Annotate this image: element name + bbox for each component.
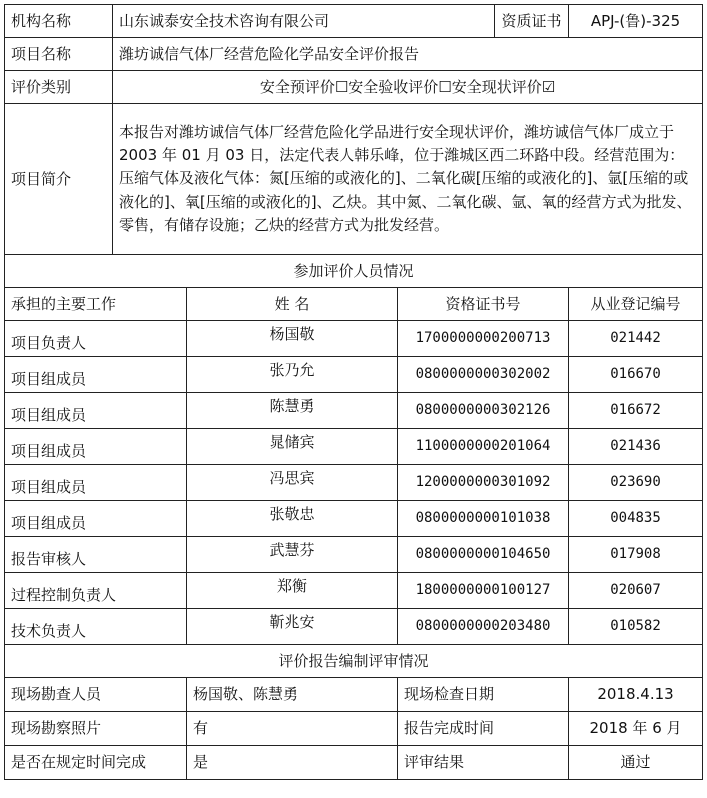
evaluation-type-label: 评价类别 xyxy=(5,71,113,104)
reg-number-cell: 020607 xyxy=(569,573,703,609)
org-row xyxy=(5,5,703,38)
cert-number-cell: 1100000000201064 xyxy=(398,429,569,465)
name-cell: 郑衡 xyxy=(187,573,398,609)
review-row xyxy=(5,746,703,780)
role-cell: 项目负责人 xyxy=(5,321,187,357)
review-label: 是否在规定时间完成 xyxy=(5,746,187,780)
cert-number-cell: 0800000000104650 xyxy=(398,537,569,573)
review-row xyxy=(5,678,703,712)
project-intro-text: 本报告对潍坊诚信气体厂经营危险化学品进行安全现状评价，潍坊诚信气体厂成立于 2003 年 01 月 03 日，法定代表人韩乐峰，位于潍城区西二环路中段。经营范围为：压缩气体及液化气体：氮[压缩的或液化的]、二氧化碳[压缩的或液化的]、氩[压缩的或液化的]、氧[压缩的或液化的]、乙炔。其中氮、二氧化碳、氩、氧的经营方式为批发、零售，有储存设施；乙炔的经营方式为批发经营。 xyxy=(113,104,703,255)
review-value: 2018 年 6 月 xyxy=(569,712,703,746)
review-section-title: 评价报告编制评审情况 xyxy=(5,645,703,678)
name-cell: 张敬忠 xyxy=(187,501,398,537)
review-row xyxy=(5,712,703,746)
review-value: 杨国敬、陈慧勇 xyxy=(187,678,398,712)
review-label: 评审结果 xyxy=(398,746,569,780)
name-cell: 晁储宾 xyxy=(187,429,398,465)
project-intro-label: 项目简介 xyxy=(5,104,113,255)
role-cell: 技术负责人 xyxy=(5,609,187,645)
review-label: 现场勘察照片 xyxy=(5,712,187,746)
table-row xyxy=(5,501,703,537)
review-label: 现场勘查人员 xyxy=(5,678,187,712)
org-label: 机构名称 xyxy=(5,5,113,38)
review-value: 通过 xyxy=(569,746,703,780)
name-cell: 冯思宾 xyxy=(187,465,398,501)
reg-number-cell: 004835 xyxy=(569,501,703,537)
cert-number-cell: 1700000000200713 xyxy=(398,321,569,357)
role-cell: 项目组成员 xyxy=(5,465,187,501)
personnel-section-title: 参加评价人员情况 xyxy=(5,255,703,288)
column-header-cert: 资格证书号 xyxy=(398,288,569,321)
cert-number-cell: 0800000000302126 xyxy=(398,393,569,429)
project-name-value: 潍坊诚信气体厂经营危险化学品安全评价报告 xyxy=(113,38,703,71)
personnel-header-row xyxy=(5,288,703,321)
review-value: 是 xyxy=(187,746,398,780)
role-cell: 项目组成员 xyxy=(5,429,187,465)
role-cell: 项目组成员 xyxy=(5,357,187,393)
evaluation-type-row xyxy=(5,71,703,104)
cert-label: 资质证书 xyxy=(495,5,569,38)
table-row xyxy=(5,429,703,465)
personnel-section-row xyxy=(5,255,703,288)
reg-number-cell: 021436 xyxy=(569,429,703,465)
reg-number-cell: 016672 xyxy=(569,393,703,429)
column-header-role: 承担的主要工作 xyxy=(5,288,187,321)
project-name-row xyxy=(5,38,703,71)
table-row xyxy=(5,609,703,645)
cert-number-cell: 1200000000301092 xyxy=(398,465,569,501)
table-row xyxy=(5,465,703,501)
role-cell: 项目组成员 xyxy=(5,393,187,429)
review-label: 现场检查日期 xyxy=(398,678,569,712)
evaluation-info-table xyxy=(4,4,703,780)
name-cell: 靳兆安 xyxy=(187,609,398,645)
name-cell: 杨国敬 xyxy=(187,321,398,357)
table-row xyxy=(5,357,703,393)
cert-number-cell: 0800000000302002 xyxy=(398,357,569,393)
role-cell: 报告审核人 xyxy=(5,537,187,573)
org-value: 山东诚泰安全技术咨询有限公司 xyxy=(113,5,495,38)
table-row xyxy=(5,321,703,357)
cert-number-cell: 0800000000203480 xyxy=(398,609,569,645)
column-header-reg: 从业登记编号 xyxy=(569,288,703,321)
project-name-label: 项目名称 xyxy=(5,38,113,71)
column-header-name: 姓 名 xyxy=(187,288,398,321)
project-intro-row xyxy=(5,104,703,255)
cert-number-cell: 0800000000101038 xyxy=(398,501,569,537)
review-value: 有 xyxy=(187,712,398,746)
name-cell: 武慧芬 xyxy=(187,537,398,573)
reg-number-cell: 016670 xyxy=(569,357,703,393)
name-cell: 陈慧勇 xyxy=(187,393,398,429)
role-cell: 项目组成员 xyxy=(5,501,187,537)
reg-number-cell: 010582 xyxy=(569,609,703,645)
cert-number-cell: 1800000000100127 xyxy=(398,573,569,609)
reg-number-cell: 023690 xyxy=(569,465,703,501)
cert-value: APJ-(鲁)-325 xyxy=(569,5,703,38)
table-row xyxy=(5,537,703,573)
table-row xyxy=(5,393,703,429)
reg-number-cell: 021442 xyxy=(569,321,703,357)
table-row xyxy=(5,573,703,609)
reg-number-cell: 017908 xyxy=(569,537,703,573)
role-cell: 过程控制负责人 xyxy=(5,573,187,609)
review-section-row xyxy=(5,645,703,678)
evaluation-type-value: 安全预评价☐安全验收评价☐安全现状评价☑ xyxy=(113,71,703,104)
review-value: 2018.4.13 xyxy=(569,678,703,712)
name-cell: 张乃允 xyxy=(187,357,398,393)
review-label: 报告完成时间 xyxy=(398,712,569,746)
